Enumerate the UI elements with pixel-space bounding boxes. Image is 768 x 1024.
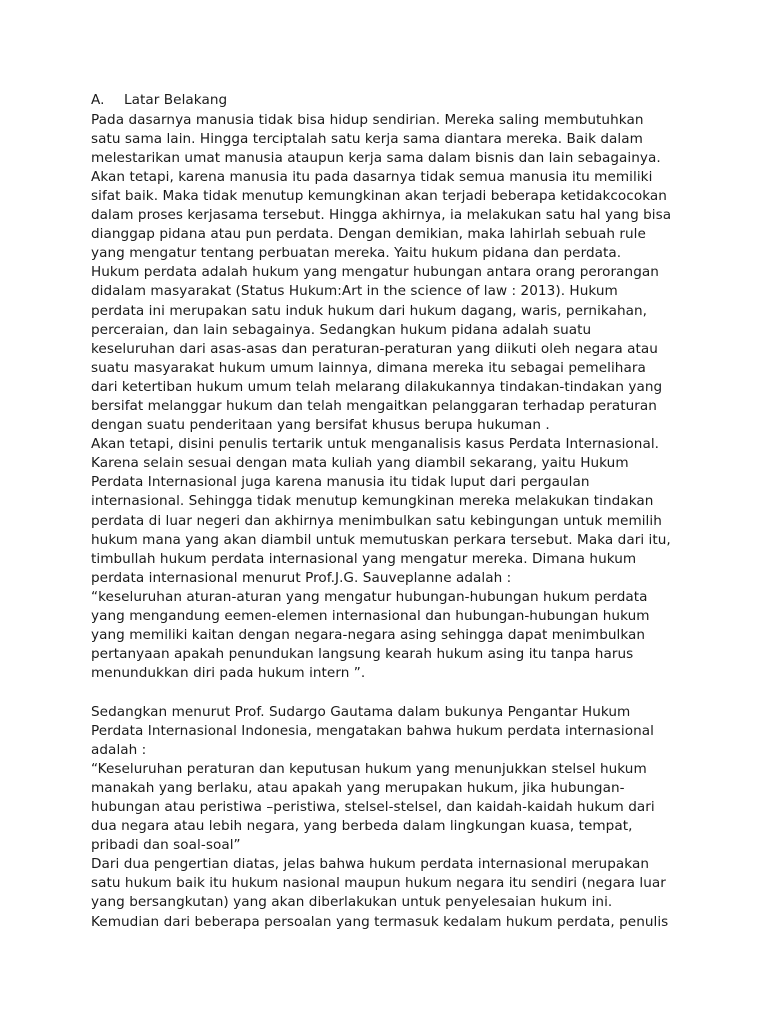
text-line: satu hukum baik itu hukum nasional maupun hukum negara itu sendiri (negara luar [91, 875, 666, 892]
text-line: yang memiliki kaitan dengan negara-negara asing sehingga dapat menimbulkan [91, 627, 646, 644]
text-line: dianggap pidana atau pun perdata. Dengan demikian, maka lahirlah sebuah rule [91, 226, 646, 243]
text-line: yang bersangkutan) yang akan diberlakukan untuk penyelesaian hukum ini. [91, 894, 613, 911]
text-line: dalam proses kerjasama tersebut. Hingga akhirnya, ia melakukan satu hal yang bisa [91, 207, 672, 224]
text-line: perdata ini merupakan satu induk hukum dari hukum dagang, waris, pernikahan, [91, 302, 648, 319]
text-line: yang mengandung eemen-elemen internasional dan hubungan-hubungan hukum [91, 608, 650, 625]
text-line: Perdata Internasional juga karena manusia itu tidak luput dari pergaulan [91, 474, 590, 491]
text-line: Hukum perdata adalah hukum yang mengatur hubungan antara orang perorangan [91, 264, 659, 281]
section-number: A. [91, 92, 105, 108]
text-line: adalah : [91, 741, 147, 758]
paragraph-lines [91, 111, 691, 932]
text-line: perdata internasional menurut Prof.J.G. Sauveplanne adalah : [91, 569, 512, 586]
text-line: Sedangkan menurut Prof. Sudargo Gautama dalam bukunya Pengantar Hukum [91, 703, 631, 720]
text-line: pribadi dan soal-soal” [91, 837, 241, 854]
text-line: internasional. Sehingga tidak menutup kemungkinan mereka melakukan tindakan [91, 493, 654, 510]
text-line: keseluruhan dari asas-asas dan peraturan-peraturan yang diikuti oleh negara atau [91, 340, 658, 357]
text-line: dua negara atau lebih negara, yang berbeda dalam lingkungan kuasa, tempat, [91, 818, 633, 835]
text-line: pertanyaan apakah penundukan langsung kearah hukum asing itu tanpa harus [91, 646, 634, 663]
blank-line [91, 683, 691, 702]
section-heading [91, 91, 691, 110]
text-line: timbullah hukum perdata internasional yang mengatur mereka. Dimana hukum [91, 550, 637, 567]
text-line: perceraian, dan lain sebagainya. Sedangkan hukum pidana adalah suatu [91, 321, 592, 338]
text-line: Akan tetapi, disini penulis tertarik untuk menganalisis kasus Perdata Internasional. [91, 436, 660, 453]
text-line: “Keseluruhan peraturan dan keputusan hukum yang menunjukkan stelsel hukum [91, 760, 647, 777]
text-line: suatu masyarakat hukum umum lainnya, dimana mereka itu sebagai pemelihara [91, 359, 646, 376]
text-line: perdata di luar negeri dan akhirnya menimbulkan satu kebingungan untuk memilih [91, 512, 662, 529]
text-line: Karena selain sesuai dengan mata kuliah yang diambil sekarang, yaitu Hukum [91, 455, 629, 472]
text-line: hubungan atau peristiwa –peristiwa, stelsel-stelsel, dan kaidah-kaidah hukum dari [91, 798, 655, 815]
text-line: yang mengatur tentang perbuatan mereka. Yaitu hukum pidana dan perdata. [91, 245, 622, 262]
text-line: Akan tetapi, karena manusia itu pada dasarnya tidak semua manusia itu memiliki [91, 168, 653, 185]
text-line: manakah yang berlaku, atau apakah yang merupakan hukum, jika hubungan- [91, 779, 625, 796]
text-line: menundukkan diri pada hukum intern ”. [91, 665, 366, 682]
text-line: hukum mana yang akan diambil untuk memutuskan perkara tersebut. Maka dari itu, [91, 531, 671, 548]
text-line: melestarikan umat manusia ataupun kerja sama dalam bisnis dan lain sebagainya. [91, 149, 661, 166]
text-line: didalam masyarakat (Status Hukum:Art in the science of law : 2013). Hukum [91, 283, 618, 300]
text-line: satu sama lain. Hingga terciptalah satu kerja sama diantara mereka. Baik dalam [91, 130, 643, 147]
text-line: dari ketertiban hukum umum telah melarang dilakukannya tindakan-tindakan yang [91, 378, 663, 395]
text-line: bersifat melanggar hukum dan telah mengaitkan pelanggaran terhadap peraturan [91, 398, 657, 414]
text-line: Perdata Internasional Indonesia, mengatakan bahwa hukum perdata internasional [91, 722, 654, 739]
text-line: Kemudian dari beberapa persoalan yang termasuk kedalam hukum perdata, penulis [91, 913, 669, 930]
document-body [91, 91, 691, 932]
text-line: Pada dasarnya manusia tidak bisa hidup sendirian. Mereka saling membutuhkan [91, 111, 644, 128]
section-title: Latar Belakang [124, 92, 228, 108]
text-line: Dari dua pengertian diatas, jelas bahwa hukum perdata internasional merupakan [91, 856, 649, 873]
text-line: “keseluruhan aturan-aturan yang mengatur hubungan-hubungan hukum perdata [91, 588, 648, 605]
text-line: sifat baik. Maka tidak menutup kemungkinan akan terjadi beberapa ketidakcocokan [91, 187, 667, 204]
text-line: dengan suatu penderitaan yang bersifat khusus berupa hukuman . [91, 417, 550, 434]
